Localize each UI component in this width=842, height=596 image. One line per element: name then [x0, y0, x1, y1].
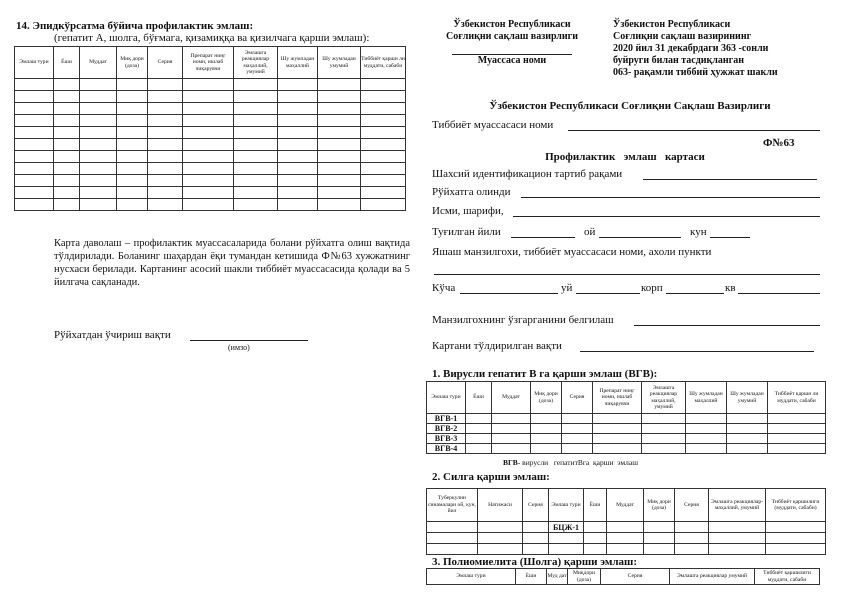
cell[interactable]: [183, 163, 234, 175]
cell[interactable]: [766, 533, 826, 544]
cell[interactable]: [727, 434, 768, 444]
cell[interactable]: [478, 522, 523, 533]
cell[interactable]: [427, 522, 478, 533]
cell[interactable]: [148, 127, 183, 139]
col-header: Миқ дори (доза): [644, 489, 675, 522]
cell[interactable]: [768, 424, 826, 434]
cell[interactable]: [117, 139, 148, 151]
cell[interactable]: [278, 175, 318, 187]
cell[interactable]: [531, 434, 562, 444]
col-header: Препарат ниңг номи, ишлаб чиқарувчи: [183, 47, 234, 79]
cell[interactable]: [183, 139, 234, 151]
col-header: Тиббиёт қаршилиги (муддати, сабаби): [766, 489, 826, 522]
cell[interactable]: [531, 414, 562, 424]
personal-id-label: Шахсий идентификацион тартиб рақами: [432, 168, 623, 180]
cell[interactable]: [234, 175, 278, 187]
cell[interactable]: [768, 434, 826, 444]
cell[interactable]: [278, 163, 318, 175]
section-1-title: 1. Вирусли гепатит В га қарши эмлаш (ВГВ):: [432, 368, 658, 380]
cell[interactable]: [15, 127, 54, 139]
col-header: Эмлашга реакциялар умумий: [670, 569, 755, 585]
epid-vaccination-table: [14, 46, 406, 211]
cell[interactable]: [80, 151, 117, 163]
cell[interactable]: [148, 175, 183, 187]
cell[interactable]: [80, 103, 117, 115]
col-header: Эмлаш тури: [15, 47, 54, 79]
institution-field[interactable]: [568, 130, 820, 131]
header-left-line: Ўзбекистон Республикаси: [453, 19, 571, 30]
cell[interactable]: [318, 187, 361, 199]
cell[interactable]: [361, 151, 406, 163]
col-header: Миқ дори (доза): [117, 47, 148, 79]
cell[interactable]: [234, 127, 278, 139]
footnote-abbrev: ВГВ: [503, 458, 518, 467]
table-row: [15, 91, 406, 103]
cell[interactable]: [148, 79, 183, 91]
row-label: ВГВ-2: [427, 424, 466, 434]
col-header: Эмлашга реакциялар маҳаллий, умумий: [642, 382, 686, 414]
cell[interactable]: [234, 79, 278, 91]
cell[interactable]: [644, 544, 675, 555]
building-label: корп: [641, 282, 663, 294]
cell[interactable]: [686, 424, 727, 434]
cell[interactable]: [15, 79, 54, 91]
house-field[interactable]: [576, 293, 640, 294]
cell[interactable]: [492, 444, 531, 454]
cell[interactable]: [675, 522, 709, 533]
cell[interactable]: [607, 522, 644, 533]
cell[interactable]: [278, 199, 318, 211]
cell[interactable]: [148, 163, 183, 175]
cell[interactable]: [234, 103, 278, 115]
cell[interactable]: [642, 424, 686, 434]
cell[interactable]: [644, 522, 675, 533]
cell[interactable]: [562, 434, 593, 444]
section-14-subtitle: (гепатит А, шолга, бўғмага, қизамиққа ва қизилчага қарши эмлаш):: [54, 32, 370, 44]
col-header: Эмлашга реакциялар маҳаллий, умумий: [234, 47, 278, 79]
cell[interactable]: [523, 544, 549, 555]
col-header: Эмлаш тури: [427, 569, 516, 585]
apartment-field[interactable]: [738, 293, 820, 294]
row-label: ВГВ-1: [427, 414, 466, 424]
col-header: Тиббиёт қарши ли муддати, сабаби: [768, 382, 826, 414]
cell[interactable]: [642, 444, 686, 454]
cell[interactable]: [80, 79, 117, 91]
col-header: Серия: [675, 489, 709, 522]
filled-date-field[interactable]: [580, 351, 814, 352]
cell[interactable]: [183, 91, 234, 103]
cell[interactable]: [183, 115, 234, 127]
cell[interactable]: [523, 533, 549, 544]
col-header: Ёши: [584, 489, 607, 522]
cell[interactable]: [148, 115, 183, 127]
cell[interactable]: [234, 139, 278, 151]
cell[interactable]: [278, 127, 318, 139]
cell[interactable]: [675, 544, 709, 555]
col-header: Миқдори (доза): [568, 569, 601, 585]
col-header: Туберкулин синамалари ой, кун, йил: [427, 489, 478, 522]
day-label: кун: [690, 226, 707, 238]
header-right-line: 2020 йил 31 декабрдаги 363 -сонли: [613, 43, 769, 54]
cell[interactable]: [117, 79, 148, 91]
table-row: [427, 434, 826, 444]
row-label: БЦЖ-1: [549, 522, 584, 533]
cell[interactable]: [466, 414, 492, 424]
signature-hint: (имзо): [228, 343, 250, 352]
cell[interactable]: [278, 79, 318, 91]
table-row: [427, 444, 826, 454]
cell[interactable]: [584, 544, 607, 555]
col-header: Шу жумладан маҳаллий: [686, 382, 727, 414]
col-header: Шу жумладан умумий: [727, 382, 768, 414]
cell[interactable]: [278, 151, 318, 163]
section-14-title: 14. Эпидкўрсатма бўйича профилактик эмлаш:: [16, 20, 254, 32]
cell[interactable]: [318, 91, 361, 103]
cell[interactable]: [523, 522, 549, 533]
cell[interactable]: [727, 424, 768, 434]
cell[interactable]: [686, 414, 727, 424]
cell[interactable]: [427, 544, 478, 555]
cell[interactable]: [642, 414, 686, 424]
address-field[interactable]: [434, 274, 820, 275]
cell[interactable]: [492, 434, 531, 444]
cell[interactable]: [278, 91, 318, 103]
section-1-footnote: [503, 458, 638, 467]
col-header: Тиббиёт қарши ли муддати, сабаби: [361, 47, 406, 79]
cell[interactable]: [278, 139, 318, 151]
address-change-label: Манзилгохнинг ўзгарганини белгилаш: [432, 314, 614, 326]
cell[interactable]: [15, 199, 54, 211]
cell[interactable]: [117, 175, 148, 187]
table-row: [427, 414, 826, 424]
table-row: [15, 151, 406, 163]
col-header: Шу жумладан умумий: [318, 47, 361, 79]
birth-year-label: Туғилган йили: [432, 226, 501, 238]
col-header: Препарат ниңг номи, ишлаб чиқарувчи: [593, 382, 642, 414]
cell[interactable]: [768, 444, 826, 454]
cell[interactable]: [361, 187, 406, 199]
address-change-field[interactable]: [634, 325, 820, 326]
cell[interactable]: [593, 434, 642, 444]
cell[interactable]: [478, 544, 523, 555]
header-left-line: Соғлиқни сақлаш вазирлиги: [446, 31, 578, 42]
cell[interactable]: [54, 115, 80, 127]
cell[interactable]: [183, 103, 234, 115]
cell[interactable]: [183, 151, 234, 163]
cell[interactable]: [549, 544, 584, 555]
name-label: Исми, шарифи,: [432, 205, 504, 217]
cell[interactable]: [318, 163, 361, 175]
street-label: Кўча: [432, 282, 456, 294]
col-header: Ёши: [54, 47, 80, 79]
header-right-line: Соғлиқни сақлаш вазирининг: [613, 31, 752, 42]
table-row: [15, 175, 406, 187]
address-label: Яшаш манзилгохи, тиббиёт муассасаси номи, ахоли пункти: [432, 246, 712, 258]
cell[interactable]: [54, 175, 80, 187]
cell[interactable]: [117, 115, 148, 127]
col-header: Муд дат: [547, 569, 568, 585]
registered-field[interactable]: [521, 197, 820, 198]
cell[interactable]: [15, 151, 54, 163]
col-header: Шу жумладан маҳаллий: [278, 47, 318, 79]
col-header: Муддат: [607, 489, 644, 522]
header-left-line: Муассаса номи: [477, 55, 547, 66]
cell[interactable]: [117, 163, 148, 175]
cell[interactable]: [562, 414, 593, 424]
table-row: [15, 199, 406, 211]
cell[interactable]: [117, 127, 148, 139]
cell[interactable]: [234, 91, 278, 103]
cell[interactable]: [549, 533, 584, 544]
cell[interactable]: [15, 91, 54, 103]
cell[interactable]: [709, 544, 766, 555]
cell[interactable]: [768, 414, 826, 424]
cell[interactable]: [148, 187, 183, 199]
cell[interactable]: [593, 414, 642, 424]
cell[interactable]: [80, 199, 117, 211]
cell[interactable]: [318, 139, 361, 151]
card-title: Профилактик эмлаш картаси: [545, 151, 705, 163]
cell[interactable]: [686, 444, 727, 454]
col-header: Муддат: [492, 382, 531, 414]
cell[interactable]: [15, 187, 54, 199]
cell[interactable]: [117, 187, 148, 199]
col-header: Муддат: [80, 47, 117, 79]
cell[interactable]: [148, 199, 183, 211]
header-right: [613, 19, 778, 79]
month-label: ой: [584, 226, 596, 238]
cell[interactable]: [361, 139, 406, 151]
cell[interactable]: [234, 199, 278, 211]
cell[interactable]: [183, 175, 234, 187]
cell[interactable]: [361, 79, 406, 91]
cell[interactable]: [117, 151, 148, 163]
cell[interactable]: [766, 544, 826, 555]
cell[interactable]: [278, 115, 318, 127]
cell[interactable]: [234, 115, 278, 127]
cell[interactable]: [80, 139, 117, 151]
col-header: Тиббиёт қаршилиги муддати, сабаби: [755, 569, 820, 585]
apartment-label: кв: [725, 282, 736, 294]
col-header: Ёши: [516, 569, 547, 585]
cell[interactable]: [607, 544, 644, 555]
ministry-title: Ўзбекистон Республикаси Соғлиқни Сақлаш Вазирлиги: [489, 100, 771, 112]
col-header: Миқ дори (доза): [531, 382, 562, 414]
col-header: Эмлашга реакциялар- маҳаллий, умумий: [709, 489, 766, 522]
cell[interactable]: [80, 115, 117, 127]
cell[interactable]: [183, 187, 234, 199]
cell[interactable]: [54, 103, 80, 115]
cell[interactable]: [318, 127, 361, 139]
cell[interactable]: [361, 199, 406, 211]
cell[interactable]: [183, 199, 234, 211]
table-row: [427, 424, 826, 434]
section-3-title: 3. Полиомиелита (Шолга) қарши эмлаш:: [432, 556, 637, 568]
house-label: уй: [561, 282, 573, 294]
cell[interactable]: [54, 151, 80, 163]
cell[interactable]: [766, 522, 826, 533]
cell[interactable]: [562, 444, 593, 454]
cell[interactable]: [117, 103, 148, 115]
cell[interactable]: [361, 127, 406, 139]
cell[interactable]: [148, 103, 183, 115]
col-header: Серия: [562, 382, 593, 414]
cell[interactable]: [234, 187, 278, 199]
cell[interactable]: [427, 533, 478, 544]
cell[interactable]: [466, 444, 492, 454]
cell[interactable]: [15, 175, 54, 187]
cell[interactable]: [183, 127, 234, 139]
institution-name-field[interactable]: [452, 46, 572, 55]
cell[interactable]: [584, 533, 607, 544]
header-right-line: Ўзбекистон Республикаси: [613, 19, 731, 30]
header-right-line: буйруги билан тасдиқланган: [613, 55, 744, 66]
cell[interactable]: [234, 151, 278, 163]
month-field[interactable]: [599, 237, 681, 238]
cell[interactable]: [361, 115, 406, 127]
cell[interactable]: [278, 187, 318, 199]
cell[interactable]: [318, 79, 361, 91]
cell[interactable]: [584, 522, 607, 533]
building-field[interactable]: [666, 293, 724, 294]
cell[interactable]: [727, 444, 768, 454]
cell[interactable]: [80, 127, 117, 139]
cell[interactable]: [318, 115, 361, 127]
table-row: [15, 79, 406, 91]
cell[interactable]: [80, 163, 117, 175]
col-header: Натижаси: [478, 489, 523, 522]
cell[interactable]: [318, 151, 361, 163]
deregistration-field[interactable]: [190, 340, 308, 341]
table-row: [15, 163, 406, 175]
table-row: [15, 115, 406, 127]
filled-date-label: Картани тўлдирилган вақти: [432, 340, 562, 352]
cell[interactable]: [361, 91, 406, 103]
cell[interactable]: [15, 115, 54, 127]
day-field[interactable]: [710, 237, 750, 238]
personal-id-field[interactable]: [643, 179, 817, 180]
cell[interactable]: [531, 424, 562, 434]
cell[interactable]: [15, 139, 54, 151]
cell[interactable]: [466, 434, 492, 444]
cell[interactable]: [492, 414, 531, 424]
cell[interactable]: [54, 163, 80, 175]
cell[interactable]: [54, 199, 80, 211]
cell[interactable]: [709, 522, 766, 533]
cell[interactable]: [54, 127, 80, 139]
cell[interactable]: [148, 151, 183, 163]
table-row: [15, 187, 406, 199]
cell[interactable]: [183, 79, 234, 91]
col-header: Серия: [148, 47, 183, 79]
cell[interactable]: [318, 103, 361, 115]
deregistration-label: Рўйхатдан ўчириш вақти: [54, 329, 171, 341]
cell[interactable]: [361, 163, 406, 175]
footnote-text: - вирусли гепатитВга қарши эмлаш: [517, 458, 639, 467]
cell[interactable]: [531, 444, 562, 454]
cell[interactable]: [117, 199, 148, 211]
hepatitis-b-table: [426, 381, 826, 454]
cell[interactable]: [15, 103, 54, 115]
cell[interactable]: [593, 424, 642, 434]
registered-label: Рўйхатга олинди: [432, 186, 511, 198]
table-row: [15, 139, 406, 151]
cell[interactable]: [117, 91, 148, 103]
cell[interactable]: [466, 424, 492, 434]
card-note: Карта даволаш – профилактик муассасаларида болани рўйхатга олиш вақтида тўлдирилади. Боланинг шаҳардан ёқи тумандан кетишида Ф№63 хужжатнинг нусхаси берилади. Картанинг асосий шакли тиббиёт муассасасида қолади ва 5 йилгача сақланади.: [54, 238, 410, 288]
cell[interactable]: [478, 533, 523, 544]
cell[interactable]: [15, 163, 54, 175]
form-number: Ф№63: [763, 137, 795, 149]
cell[interactable]: [607, 533, 644, 544]
street-field[interactable]: [460, 293, 558, 294]
cell[interactable]: [361, 103, 406, 115]
tuberculosis-table: [426, 488, 826, 555]
table-row: [15, 127, 406, 139]
cell[interactable]: [318, 175, 361, 187]
cell[interactable]: [80, 91, 117, 103]
cell[interactable]: [80, 187, 117, 199]
cell[interactable]: [318, 199, 361, 211]
cell[interactable]: [234, 163, 278, 175]
cell[interactable]: [361, 175, 406, 187]
name-field[interactable]: [513, 216, 820, 217]
cell[interactable]: [709, 533, 766, 544]
institution-label: Тиббиёт муассасаси номи: [432, 119, 554, 131]
birth-year-field[interactable]: [511, 237, 575, 238]
section-2-title: 2. Силга қарши эмлаш:: [432, 471, 550, 483]
cell[interactable]: [644, 533, 675, 544]
cell[interactable]: [562, 424, 593, 434]
cell[interactable]: [675, 533, 709, 544]
cell[interactable]: [54, 91, 80, 103]
cell[interactable]: [54, 187, 80, 199]
cell[interactable]: [278, 103, 318, 115]
cell[interactable]: [54, 79, 80, 91]
table-row: [15, 103, 406, 115]
col-header: Эмлаш тури: [549, 489, 584, 522]
header-right-line: 063- рақамли тиббий ҳужжат шакли: [613, 67, 778, 78]
row-label: ВГВ-3: [427, 434, 466, 444]
cell[interactable]: [148, 91, 183, 103]
col-header: Серия: [523, 489, 549, 522]
cell[interactable]: [54, 139, 80, 151]
cell[interactable]: [686, 434, 727, 444]
header-left: [437, 19, 587, 67]
row-label: ВГВ-4: [427, 444, 466, 454]
cell[interactable]: [593, 444, 642, 454]
cell[interactable]: [492, 424, 531, 434]
cell[interactable]: [727, 414, 768, 424]
col-header: Серия: [601, 569, 670, 585]
polio-table: [426, 568, 820, 585]
cell[interactable]: [80, 175, 117, 187]
col-header: Ёши: [466, 382, 492, 414]
cell[interactable]: [642, 434, 686, 444]
col-header: Эмлаш тури: [427, 382, 466, 414]
cell[interactable]: [148, 139, 183, 151]
